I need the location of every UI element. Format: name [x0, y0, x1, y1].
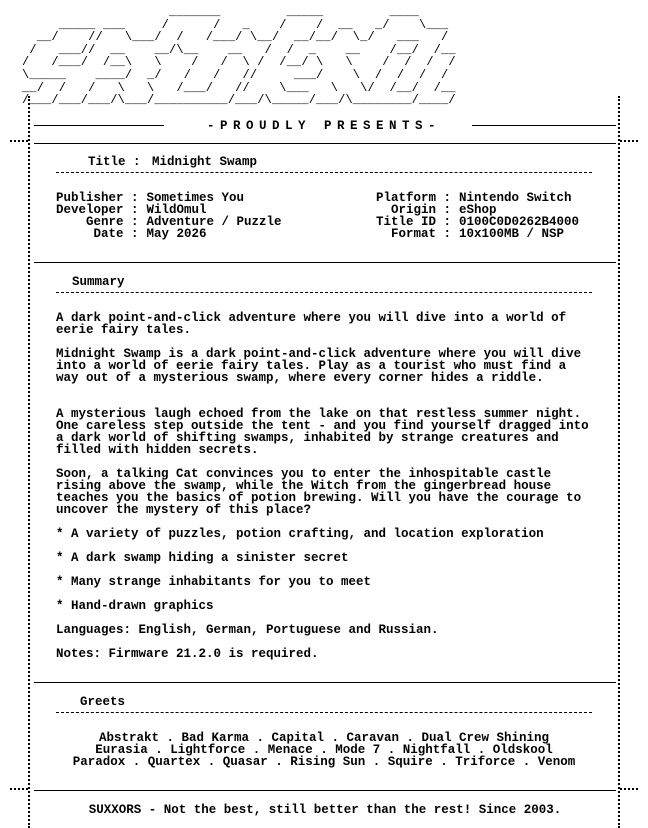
info-key: Format : — [391, 227, 452, 241]
summary-heading: Summary — [72, 275, 125, 289]
feature-bullet: * A variety of puzzles, potion crafting, and location exploration — [56, 527, 544, 541]
summary-paragraph: A mysterious laugh echoed from the lake on that restless summer night. One careless step outside the tent - and you find yourself dragged into a dark world of shifting swamps, inhabited by strange creatures and filled with hidden secrets. — [56, 407, 589, 457]
info-value: Adventure / Puzzle — [146, 215, 282, 229]
info-key: Developer : — [56, 203, 139, 217]
left-border — [28, 96, 30, 828]
left-tick-top — [10, 140, 28, 142]
section-divider — [34, 262, 616, 263]
feature-bullet: * Hand-drawn graphics — [56, 599, 214, 613]
greets-underline — [56, 712, 592, 713]
info-value: 10x100MB / NSP — [459, 227, 565, 241]
info-value: WildOmul — [146, 203, 207, 217]
title-value: Midnight Swamp — [152, 155, 258, 169]
info-key: Date : — [93, 227, 139, 241]
greets-line: Eurasia . Lightforce . Menace . Mode 7 . Nightfall . Oldskool — [95, 743, 553, 757]
info-value: 0100C0D0262B4000 — [459, 215, 580, 229]
summary-underline — [56, 292, 592, 293]
title-label: Title : — [88, 155, 141, 169]
left-tick-bottom — [10, 788, 28, 790]
right-tick-bottom — [620, 788, 638, 790]
section-divider — [34, 682, 616, 683]
info-value: Sometimes You — [146, 191, 245, 205]
group-ascii-logo: _______ _____ ____ _____ ___ / / _ / / __ _/ \___ __/ // \___/ / /___/ \__/ __/__/ \_/ ___ / / ___// __ __/\__ __ / / _ __ /__/ /__ / /___/ /__\ \ / / \ / /__/ \ \ / / / / \_____ ____/ _/ / / // ___/ \ / / / / __/ / / \ \ /___/ // \___ \ \/ /__/ /__ /___/___/___/\___/__________/___/\_____/___/\________/____/ — [22, 5, 456, 108]
title-underline — [56, 172, 592, 173]
info-value: May 2026 — [146, 227, 207, 241]
info-key: Publisher : — [56, 191, 139, 205]
info-right — [376, 192, 579, 240]
right-border — [618, 96, 620, 828]
right-tick-top — [620, 140, 638, 142]
info-value: eShop — [459, 203, 497, 217]
info-key: Origin : — [391, 203, 452, 217]
summary-paragraph: Midnight Swamp is a dark point-and-click adventure where you will dive into a world of eerie fairy tales. Play as a tourist who must find a way out of a mysterious swamp, where every corner hides a riddle. — [56, 347, 582, 385]
summary-paragraph: Soon, a talking Cat convinces you to enter the inhospitable castle rising above the swamp, while the Witch from the gingerbread house teaches you the basics of potion brewing. Will you have the courage to uncover the mystery of this place? — [56, 467, 582, 517]
notes-line: Notes: Firmware 21.2.0 is required. — [56, 647, 319, 661]
info-left — [56, 192, 282, 240]
greets-line: Abstrakt . Bad Karma . Capital . Caravan . Dual Crew Shining — [98, 731, 550, 745]
info-key: Genre : — [86, 215, 139, 229]
languages-line: Languages: English, German, Portuguese and Russian. — [56, 623, 439, 637]
greets-line: Paradox . Quartex . Quasar . Rising Sun . Squire . Triforce . Venom — [72, 755, 576, 769]
info-value: Nintendo Switch — [459, 191, 572, 205]
presents-text: -PROUDLY PRESENTS- — [206, 119, 442, 133]
presents-line-right — [472, 125, 616, 126]
summary-paragraph: A dark point-and-click adventure where you will dive into a world of eerie fairy tales. — [56, 311, 567, 337]
info-row — [376, 228, 579, 240]
section-divider — [34, 143, 616, 144]
section-divider — [34, 790, 616, 791]
feature-bullet: * Many strange inhabitants for you to meet — [56, 575, 372, 589]
footer-tagline: SUXXORS - Not the best, still better than the rest! Since 2003. — [88, 803, 562, 817]
greets-heading: Greets — [80, 695, 126, 709]
info-row — [56, 228, 282, 240]
info-key: Title ID : — [376, 215, 452, 229]
info-key: Platform : — [376, 191, 452, 205]
feature-bullet: * A dark swamp hiding a sinister secret — [56, 551, 349, 565]
